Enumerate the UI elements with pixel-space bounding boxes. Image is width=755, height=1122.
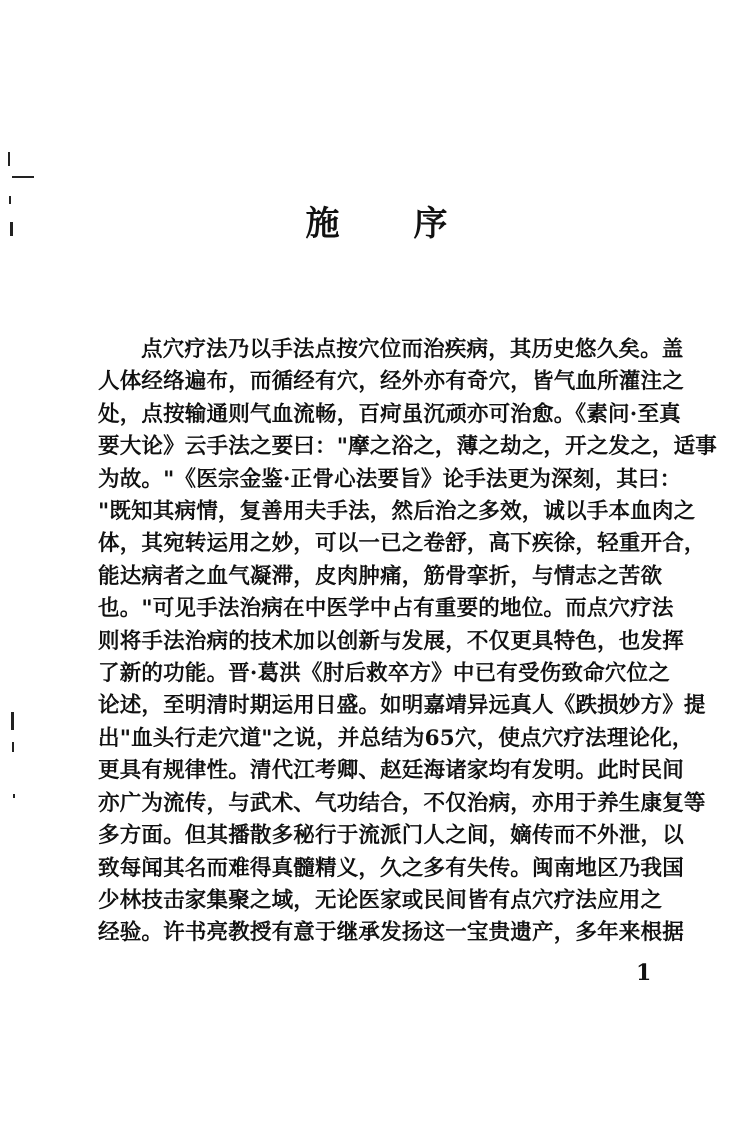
scan-mark [11,712,14,730]
scan-mark [12,176,34,178]
text-line: 出"血头行走穴道"之说，并总结为65穴，使点穴疗法理论化， [98,725,694,751]
text-line: 能达病者之血气凝滞，皮肉肿痛，筋骨挛折，与情志之苦欲 [98,563,663,589]
text-line: 要大论》云手法之要曰："摩之浴之，薄之劫之，开之发之，适事 [98,434,718,460]
text-line: 少林技击家集聚之域，无论医家或民间皆有点穴疗法应用之 [98,887,663,913]
text-line: 体，其宛转运用之妙，可以一已之卷舒，高下疾徐，轻重开合， [98,531,706,557]
text-line: "既知其病情，复善用夫手法，然后治之多效，诚以手本血肉之 [98,499,696,525]
scan-mark [13,794,15,798]
page-number: 1 [636,960,652,986]
text-line: 致每闻其名而难得真髓精义，久之多有失传。闽南地区乃我国 [98,855,684,881]
scan-mark [8,152,10,166]
text-line: 则将手法治病的技术加以创新与发展，不仅更具特色，也发挥 [98,628,684,654]
text-line: 为故。"《医宗金鉴·正骨心法要旨》论手法更为深刻，其曰： [98,466,682,492]
text-line: 点穴疗法乃以手法点按穴位而治疾病，其历史悠久矣。盖 [141,337,684,362]
text-line: 论述，至明清时期运用日盛。如明嘉靖异远真人《跌损妙方》提 [98,693,706,719]
text-line: 亦广为流传，与武术、气功结合，不仅治病，亦用于养生康复等 [98,790,706,816]
scan-mark [12,742,14,752]
text-line: 更具有规律性。清代江考卿、赵廷海诸家均有发明。此时民间 [98,758,684,784]
text-line: 人体经络遍布，而循经有穴，经外亦有奇穴，皆气血所灌注之 [98,369,684,395]
text-line: 也。"可见手法治病在中医学中占有重要的地位。而点穴疗法 [98,596,674,622]
text-line: 多方面。但其播散多秘行于流派门人之间，嫡传而不外泄，以 [98,823,684,849]
text-line: 处，点按输通则气血流畅，百疴虽沉顽亦可治愈。《素问·至真 [98,401,681,427]
page-title: 施 序 [305,204,450,244]
body-text [98,334,718,950]
text-line: 了新的功能。晋·葛洪《肘后救卒方》中已有受伤致命穴位之 [98,661,670,687]
text-line: 经验。许书亮教授有意于继承发扬这一宝贵遗产，多年来根据 [98,920,684,946]
